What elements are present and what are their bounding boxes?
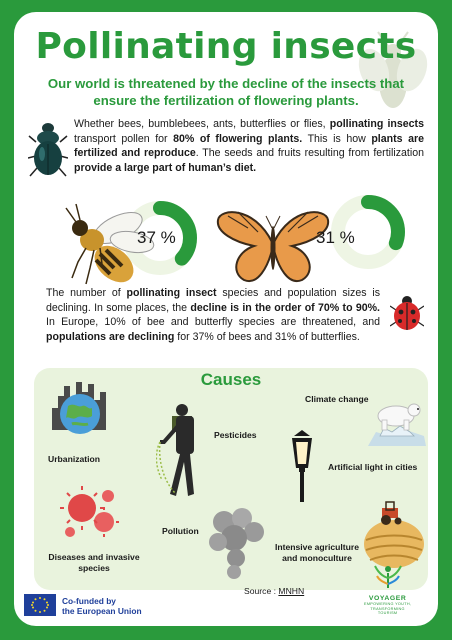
polar-bear-icon bbox=[366, 392, 428, 448]
ladybug-icon bbox=[390, 294, 424, 332]
cause-label-pollution: Pollution bbox=[162, 526, 199, 536]
causes-panel bbox=[34, 368, 428, 590]
virus-icon bbox=[58, 482, 124, 544]
cause-label-urbanization: Urbanization bbox=[48, 454, 101, 464]
beetle-icon bbox=[28, 120, 68, 180]
page-subtitle: Our world is threatened by the decline of the insects that ensure the fertilization of flowering plants. bbox=[47, 76, 405, 108]
street-lamp-icon bbox=[286, 428, 318, 504]
causes-title: Causes bbox=[200, 370, 262, 389]
cause-label-pesticides: Pesticides bbox=[214, 430, 257, 440]
voyager-tree-icon bbox=[371, 564, 405, 590]
bee-icon bbox=[56, 198, 156, 298]
smoke-icon bbox=[204, 506, 268, 582]
butterfly-decline-percent: 31 % bbox=[316, 228, 355, 247]
cause-label-diseases: Diseases and invasive species bbox=[48, 552, 140, 573]
cause-label-intensive-agriculture: Intensive agriculture and monoculture bbox=[274, 542, 360, 563]
voyager-logo: VOYAGER EMPOWERING YOUTH, TRANSFORMING TOURISM bbox=[364, 564, 411, 616]
source-link[interactable]: MNHN bbox=[278, 586, 305, 596]
intro-paragraph: Whether bees, bumblebees, ants, butterflies or flies, pollinating insects transport pollen for 80% of flowering plants. This is how plants are fertilized and reproduce. The seeds and fruits resulting from fertilization provide a large part of human’s diet. bbox=[74, 118, 424, 174]
tractor-field-icon bbox=[362, 498, 426, 570]
cause-label-climate-change: Climate change bbox=[305, 394, 369, 404]
source-credit: Source : MNHN bbox=[244, 586, 305, 596]
page-title: Pollinating insects bbox=[35, 26, 417, 67]
cause-label-artificial-light: Artificial light in cities bbox=[328, 462, 418, 472]
eu-funding-text: Co-funded by the European Union bbox=[62, 596, 142, 616]
infographic-card bbox=[14, 12, 438, 626]
butterfly-icon bbox=[214, 202, 332, 286]
sprayer-person-icon bbox=[156, 402, 208, 506]
bee-decline-percent: 37 % bbox=[137, 228, 176, 247]
eu-flag-icon bbox=[24, 594, 56, 616]
decline-paragraph: The number of pollinating insect species and population sizes is declining. In some places, the decline is in the order of 70% to 90%. In Europe, 10% of bee and butterfly species are threatened, and populations are declining for 37% of bees and 31% of butterflies. bbox=[46, 287, 381, 343]
city-globe-icon bbox=[48, 378, 112, 442]
